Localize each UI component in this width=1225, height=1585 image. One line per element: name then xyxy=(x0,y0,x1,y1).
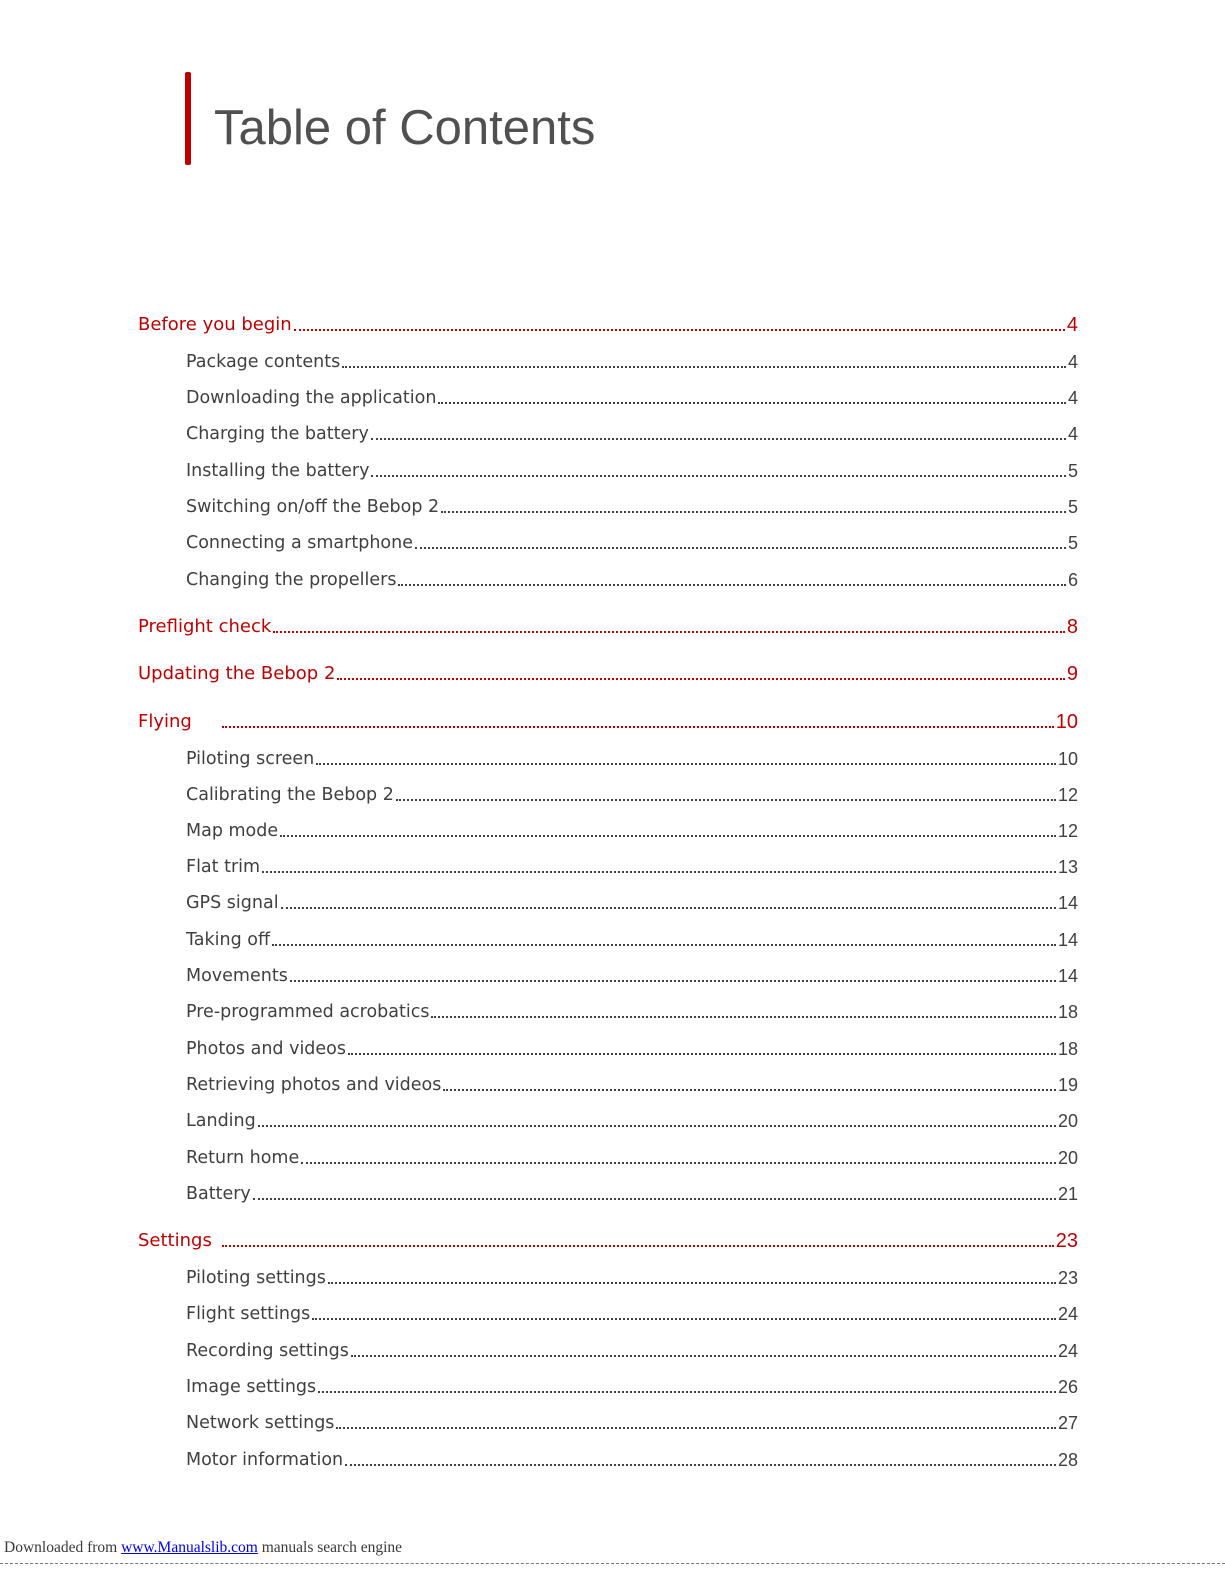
toc-entry-package-contents[interactable] xyxy=(186,348,1078,374)
toc-label: Pre-programmed acrobatics xyxy=(186,1002,430,1022)
toc-page-number: 14 xyxy=(1057,930,1078,950)
dot-leader xyxy=(396,799,1056,801)
toc-section-updating[interactable] xyxy=(138,660,1078,686)
toc-label: Switching on/off the Bebop 2 xyxy=(186,497,440,517)
toc-label: Connecting a smartphone xyxy=(186,533,413,553)
toc-page-number: 24 xyxy=(1057,1341,1078,1361)
dot-leader xyxy=(371,475,1066,477)
toc-label: Retrieving photos and videos xyxy=(186,1075,442,1095)
toc-entry-changing-propellers[interactable] xyxy=(186,566,1078,592)
dot-leader xyxy=(280,835,1056,837)
dot-leader xyxy=(318,1391,1056,1393)
footer-suffix: manuals search engine xyxy=(257,1539,403,1556)
toc-label: Preflight check xyxy=(138,616,272,637)
toc-entry-piloting-screen[interactable] xyxy=(186,745,1078,771)
toc-label: Recording settings xyxy=(186,1341,349,1361)
toc-page-number: 20 xyxy=(1057,1148,1078,1168)
dot-leader xyxy=(328,1282,1056,1284)
toc-page-number: 20 xyxy=(1057,1111,1078,1131)
toc-label: Image settings xyxy=(186,1377,317,1397)
dot-leader xyxy=(222,726,1054,728)
toc-page-number: 18 xyxy=(1057,1002,1078,1022)
toc-entry-gps-signal[interactable] xyxy=(186,889,1078,915)
toc-entry-recording-settings[interactable] xyxy=(186,1337,1078,1363)
dot-leader xyxy=(398,584,1066,586)
dot-leader xyxy=(438,402,1066,404)
toc-entry-network-settings[interactable] xyxy=(186,1409,1078,1435)
dot-leader xyxy=(290,980,1056,982)
toc-page-number: 10 xyxy=(1055,711,1078,733)
toc-label: Landing xyxy=(186,1111,256,1131)
toc-section-before-you-begin[interactable] xyxy=(138,311,1078,337)
page-title: Table of Contents xyxy=(214,101,596,155)
toc-page-number: 24 xyxy=(1057,1304,1078,1324)
toc-entry-calibrating[interactable] xyxy=(186,781,1078,807)
toc-page-number: 5 xyxy=(1067,461,1078,481)
dot-leader xyxy=(222,1245,1054,1247)
toc-page-number: 26 xyxy=(1057,1377,1078,1397)
toc-label: Photos and videos xyxy=(186,1039,347,1059)
toc-label: Piloting screen xyxy=(186,749,315,769)
toc-page-number: 14 xyxy=(1057,966,1078,986)
footer-download-notice xyxy=(4,1539,402,1561)
toc-label: Changing the propellers xyxy=(186,570,397,590)
toc-section-settings[interactable] xyxy=(138,1227,1078,1253)
toc-page-number: 4 xyxy=(1067,424,1078,444)
toc-page-number: 9 xyxy=(1066,663,1078,685)
dot-leader xyxy=(443,1089,1056,1091)
dot-leader xyxy=(336,1427,1056,1429)
dot-leader xyxy=(371,438,1066,440)
toc-entry-piloting-settings[interactable] xyxy=(186,1264,1078,1290)
toc-label: GPS signal xyxy=(186,893,279,913)
toc-entry-motor-information[interactable] xyxy=(186,1446,1078,1472)
dot-leader xyxy=(441,511,1066,513)
toc-page-number: 21 xyxy=(1057,1184,1078,1204)
toc-label: Map mode xyxy=(186,821,279,841)
toc-page-number: 23 xyxy=(1055,1230,1078,1252)
toc-entry-flight-settings[interactable] xyxy=(186,1300,1078,1326)
dot-leader xyxy=(301,1162,1056,1164)
toc-page-number: 10 xyxy=(1057,749,1078,769)
dot-leader xyxy=(294,329,1065,331)
toc-page-number: 5 xyxy=(1067,533,1078,553)
dot-leader xyxy=(272,944,1056,946)
toc-label: Installing the battery xyxy=(186,461,370,481)
toc-entry-taking-off[interactable] xyxy=(186,926,1078,952)
toc-entry-photos-videos[interactable] xyxy=(186,1035,1078,1061)
toc-page-number: 28 xyxy=(1057,1450,1078,1470)
dot-leader xyxy=(281,907,1056,909)
dot-leader xyxy=(316,763,1056,765)
toc-entry-map-mode[interactable] xyxy=(186,817,1078,843)
toc-entry-installing-battery[interactable] xyxy=(186,457,1078,483)
toc-label: Battery xyxy=(186,1184,251,1204)
toc-label: Motor information xyxy=(186,1450,344,1470)
dot-leader xyxy=(415,547,1066,549)
toc-page-number: 4 xyxy=(1066,314,1078,336)
toc-entry-return-home[interactable] xyxy=(186,1144,1078,1170)
dot-leader xyxy=(431,1016,1055,1018)
toc-page-number: 23 xyxy=(1057,1268,1078,1288)
toc-entry-retrieving[interactable] xyxy=(186,1071,1078,1097)
toc-label: Settings xyxy=(138,1230,212,1251)
toc-page-number: 12 xyxy=(1057,821,1078,841)
toc-page-number: 4 xyxy=(1067,352,1078,372)
dot-leader xyxy=(337,678,1064,680)
toc-entry-connecting-smartphone[interactable] xyxy=(186,529,1078,555)
toc-entry-battery[interactable] xyxy=(186,1180,1078,1206)
toc-page-number: 8 xyxy=(1066,616,1078,638)
dot-leader xyxy=(342,366,1066,368)
toc-label: Downloading the application xyxy=(186,388,437,408)
toc-entry-movements[interactable] xyxy=(186,962,1078,988)
toc-entry-image-settings[interactable] xyxy=(186,1373,1078,1399)
dot-leader xyxy=(345,1464,1056,1466)
toc-entry-acrobatics[interactable] xyxy=(186,998,1078,1024)
toc-page-number: 18 xyxy=(1057,1039,1078,1059)
dot-leader xyxy=(258,1125,1056,1127)
toc-label: Return home xyxy=(186,1148,300,1168)
toc-label: Before you begin xyxy=(138,314,292,335)
dot-leader xyxy=(273,631,1065,633)
toc-page-number: 12 xyxy=(1057,785,1078,805)
toc-label: Taking off xyxy=(186,930,271,950)
toc-label: Calibrating the Bebop 2 xyxy=(186,785,394,805)
toc-page-number: 4 xyxy=(1067,388,1078,408)
toc-entry-landing[interactable] xyxy=(186,1107,1078,1133)
toc-section-flying[interactable] xyxy=(138,708,1078,734)
toc-entry-flat-trim[interactable] xyxy=(186,853,1078,879)
footer-prefix: Downloaded from xyxy=(4,1539,122,1556)
manualslib-link[interactable]: www.Manualslib.com xyxy=(121,1539,258,1556)
footer-divider xyxy=(0,1563,1225,1564)
toc-entry-switching-on-off[interactable] xyxy=(186,493,1078,519)
toc-entry-downloading-application[interactable] xyxy=(186,384,1078,410)
dot-leader xyxy=(348,1053,1056,1055)
toc-label: Package contents xyxy=(186,352,341,372)
toc-section-preflight-check[interactable] xyxy=(138,613,1078,639)
toc-label: Flight settings xyxy=(186,1304,311,1324)
toc-page-number: 6 xyxy=(1067,570,1078,590)
toc-page-number: 14 xyxy=(1057,893,1078,913)
dot-leader xyxy=(312,1318,1056,1320)
dot-leader xyxy=(351,1355,1056,1357)
toc-page-number: 13 xyxy=(1057,857,1078,877)
toc-label: Network settings xyxy=(186,1413,335,1433)
toc-label: Flying xyxy=(138,711,192,732)
toc-label: Charging the battery xyxy=(186,424,369,444)
toc-page-number: 27 xyxy=(1057,1413,1078,1433)
toc-page-number: 5 xyxy=(1067,497,1078,517)
toc-label: Movements xyxy=(186,966,288,986)
dot-leader xyxy=(262,871,1056,873)
toc-label: Flat trim xyxy=(186,857,261,877)
toc-label: Updating the Bebop 2 xyxy=(138,663,336,684)
toc-entry-charging-battery[interactable] xyxy=(186,420,1078,446)
dot-leader xyxy=(253,1198,1056,1200)
toc-page-number: 19 xyxy=(1057,1075,1078,1095)
toc-label: Piloting settings xyxy=(186,1268,326,1288)
